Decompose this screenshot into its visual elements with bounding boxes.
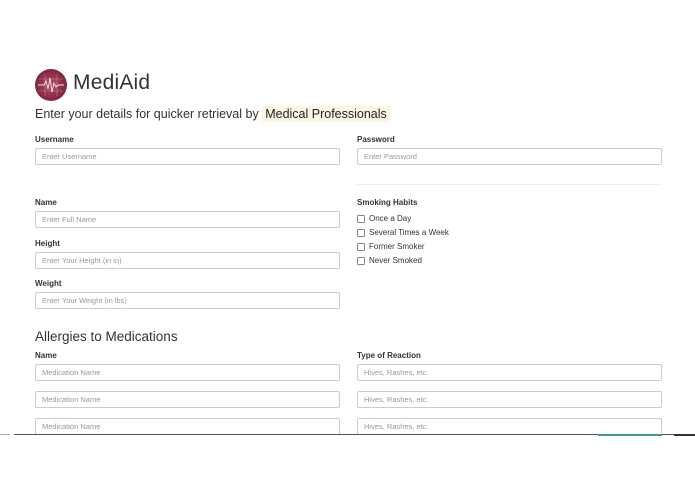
cutoff-edge-dark [674,434,695,436]
weight-label: Weight [35,279,62,288]
checkbox-label: Former Smoker [369,242,425,251]
password-input[interactable] [357,148,662,165]
medication-name-input[interactable] [35,418,340,435]
checkbox-label: Once a Day [369,214,412,223]
heartbeat-logo-icon [35,69,67,101]
checkbox[interactable] [357,243,365,251]
section-divider [357,184,662,185]
reaction-type-input[interactable] [357,391,662,408]
checkbox[interactable] [357,257,365,265]
name-label: Name [35,198,57,207]
cutoff-edge [0,434,10,435]
checkbox[interactable] [357,215,365,223]
tagline-highlight: Medical Professionals [262,106,390,122]
password-label: Password [357,135,395,144]
reaction-type-input[interactable] [357,418,662,435]
page-cutoff [0,434,695,494]
cutoff-accent [598,434,662,436]
username-label: Username [35,135,74,144]
height-input[interactable] [35,252,340,269]
medication-name-label: Name [35,351,57,360]
checkbox-label: Several Times a Week [369,228,449,237]
smoking-option-once-a-day[interactable] [357,214,411,223]
tagline [35,107,390,121]
cutoff-line [14,434,679,435]
reaction-type-input[interactable] [357,364,662,381]
app-title: MediAid [73,71,151,94]
username-input[interactable] [35,148,340,165]
smoking-option-former-smoker[interactable] [357,242,425,251]
reaction-type-label: Type of Reaction [357,351,421,360]
smoking-option-never-smoked[interactable] [357,256,422,265]
medication-name-input[interactable] [35,364,340,381]
checkbox-label: Never Smoked [369,256,422,265]
full-name-input[interactable] [35,211,340,228]
height-label: Height [35,239,60,248]
smoking-habits-label: Smoking Habits [357,198,418,207]
checkbox[interactable] [357,229,365,237]
smoking-option-several-times-week[interactable] [357,228,449,237]
tagline-text: Enter your details for quicker retrieval by [35,107,259,121]
allergies-section-title: Allergies to Medications [35,329,178,344]
medication-name-input[interactable] [35,391,340,408]
weight-input[interactable] [35,292,340,309]
